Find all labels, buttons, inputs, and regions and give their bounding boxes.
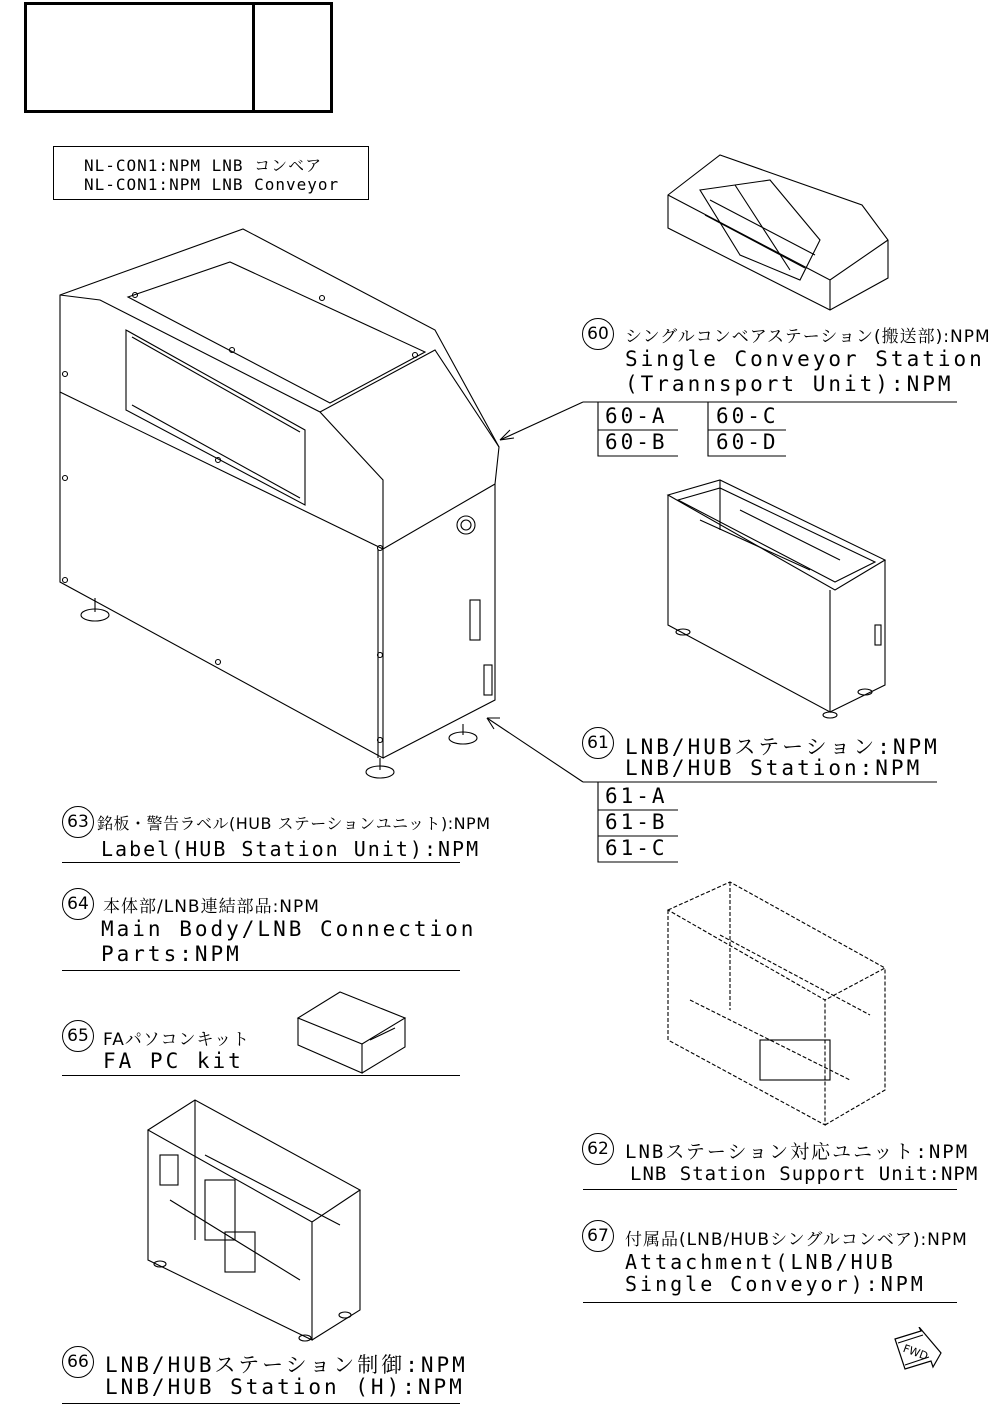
sub-61-c: 61-C xyxy=(605,836,668,860)
model-title-en: NL-CON1:NPM LNB Conveyor xyxy=(84,175,340,194)
lnb-hub-station-drawing xyxy=(668,480,885,718)
callout-62: 62 xyxy=(582,1133,614,1165)
part-62-underline xyxy=(583,1189,957,1190)
part-65-underline xyxy=(62,1075,460,1076)
part-66-en1: LNB/HUB Station (H):NPM xyxy=(105,1375,465,1399)
part-64-en1: Main Body/LNB Connection xyxy=(101,917,477,941)
part-66-jp: LNB/HUBステーション制御:NPM xyxy=(105,1353,468,1377)
callout-63: 63 xyxy=(62,806,94,838)
part-60-jp: シングルコンベアステーション(搬送部):NPM xyxy=(625,327,991,347)
part-66-underline xyxy=(62,1403,460,1404)
callout-67: 67 xyxy=(582,1220,614,1252)
callout-61: 61 xyxy=(582,727,614,759)
part-63-underline xyxy=(62,862,460,863)
part-64-jp: 本体部/LNB連結部品:NPM xyxy=(103,897,320,917)
sub-61-b: 61-B xyxy=(605,810,668,834)
part-63-en1: Label(HUB Station Unit):NPM xyxy=(101,837,481,861)
part-61-en1: LNB/HUB Station:NPM xyxy=(625,756,923,780)
sub-60-a: 60-A xyxy=(605,404,668,428)
callout-65: 65 xyxy=(62,1020,94,1052)
callout-66: 66 xyxy=(62,1346,94,1378)
part-62-jp: LNBステーション対応ユニット:NPM xyxy=(625,1141,970,1163)
sub-61-a: 61-A xyxy=(605,784,668,808)
part-64-underline xyxy=(62,970,460,971)
part-67-jp: 付属品(LNB/HUBシングルコンベア):NPM xyxy=(625,1230,968,1250)
callout-60: 60 xyxy=(582,318,614,350)
part-64-en2: Parts:NPM xyxy=(101,942,242,966)
lnb-station-support-unit-drawing xyxy=(668,882,885,1125)
model-title-jp: NL-CON1:NPM LNB コンベア xyxy=(84,156,323,175)
forward-arrow-icon xyxy=(893,1327,945,1371)
part-60-en2: (Trannsport Unit):NPM xyxy=(625,372,954,396)
part-67-en2: Single Conveyor):NPM xyxy=(625,1272,926,1296)
leader-60-arrow xyxy=(500,402,583,440)
part-61-jp: LNB/HUBステーション:NPM xyxy=(625,735,940,759)
part-67-en1: Attachment(LNB/HUB xyxy=(625,1250,896,1274)
part-67-underline xyxy=(583,1302,957,1303)
sub-60-b: 60-B xyxy=(605,430,668,454)
leader-61-arrow xyxy=(487,718,583,782)
fwd-label: FWD xyxy=(901,1341,930,1363)
main-machine-drawing xyxy=(60,229,499,778)
part-65-en1: FA PC kit xyxy=(103,1049,244,1073)
part-63-jp: 銘板・警告ラベル(HUB ステーションユニット):NPM xyxy=(97,814,491,833)
sub-60-d: 60-D xyxy=(716,430,779,454)
sub-60-c: 60-C xyxy=(716,404,779,428)
part-65-jp: FAパソコンキット xyxy=(103,1030,251,1050)
callout-64: 64 xyxy=(62,888,94,920)
station-control-drawing xyxy=(148,1100,360,1341)
fa-pc-kit-drawing xyxy=(298,992,405,1073)
part-62-en1: LNB Station Support Unit:NPM xyxy=(630,1163,979,1185)
conveyor-station-drawing xyxy=(668,155,888,310)
part-60-en1: Single Conveyor Station xyxy=(625,347,985,371)
